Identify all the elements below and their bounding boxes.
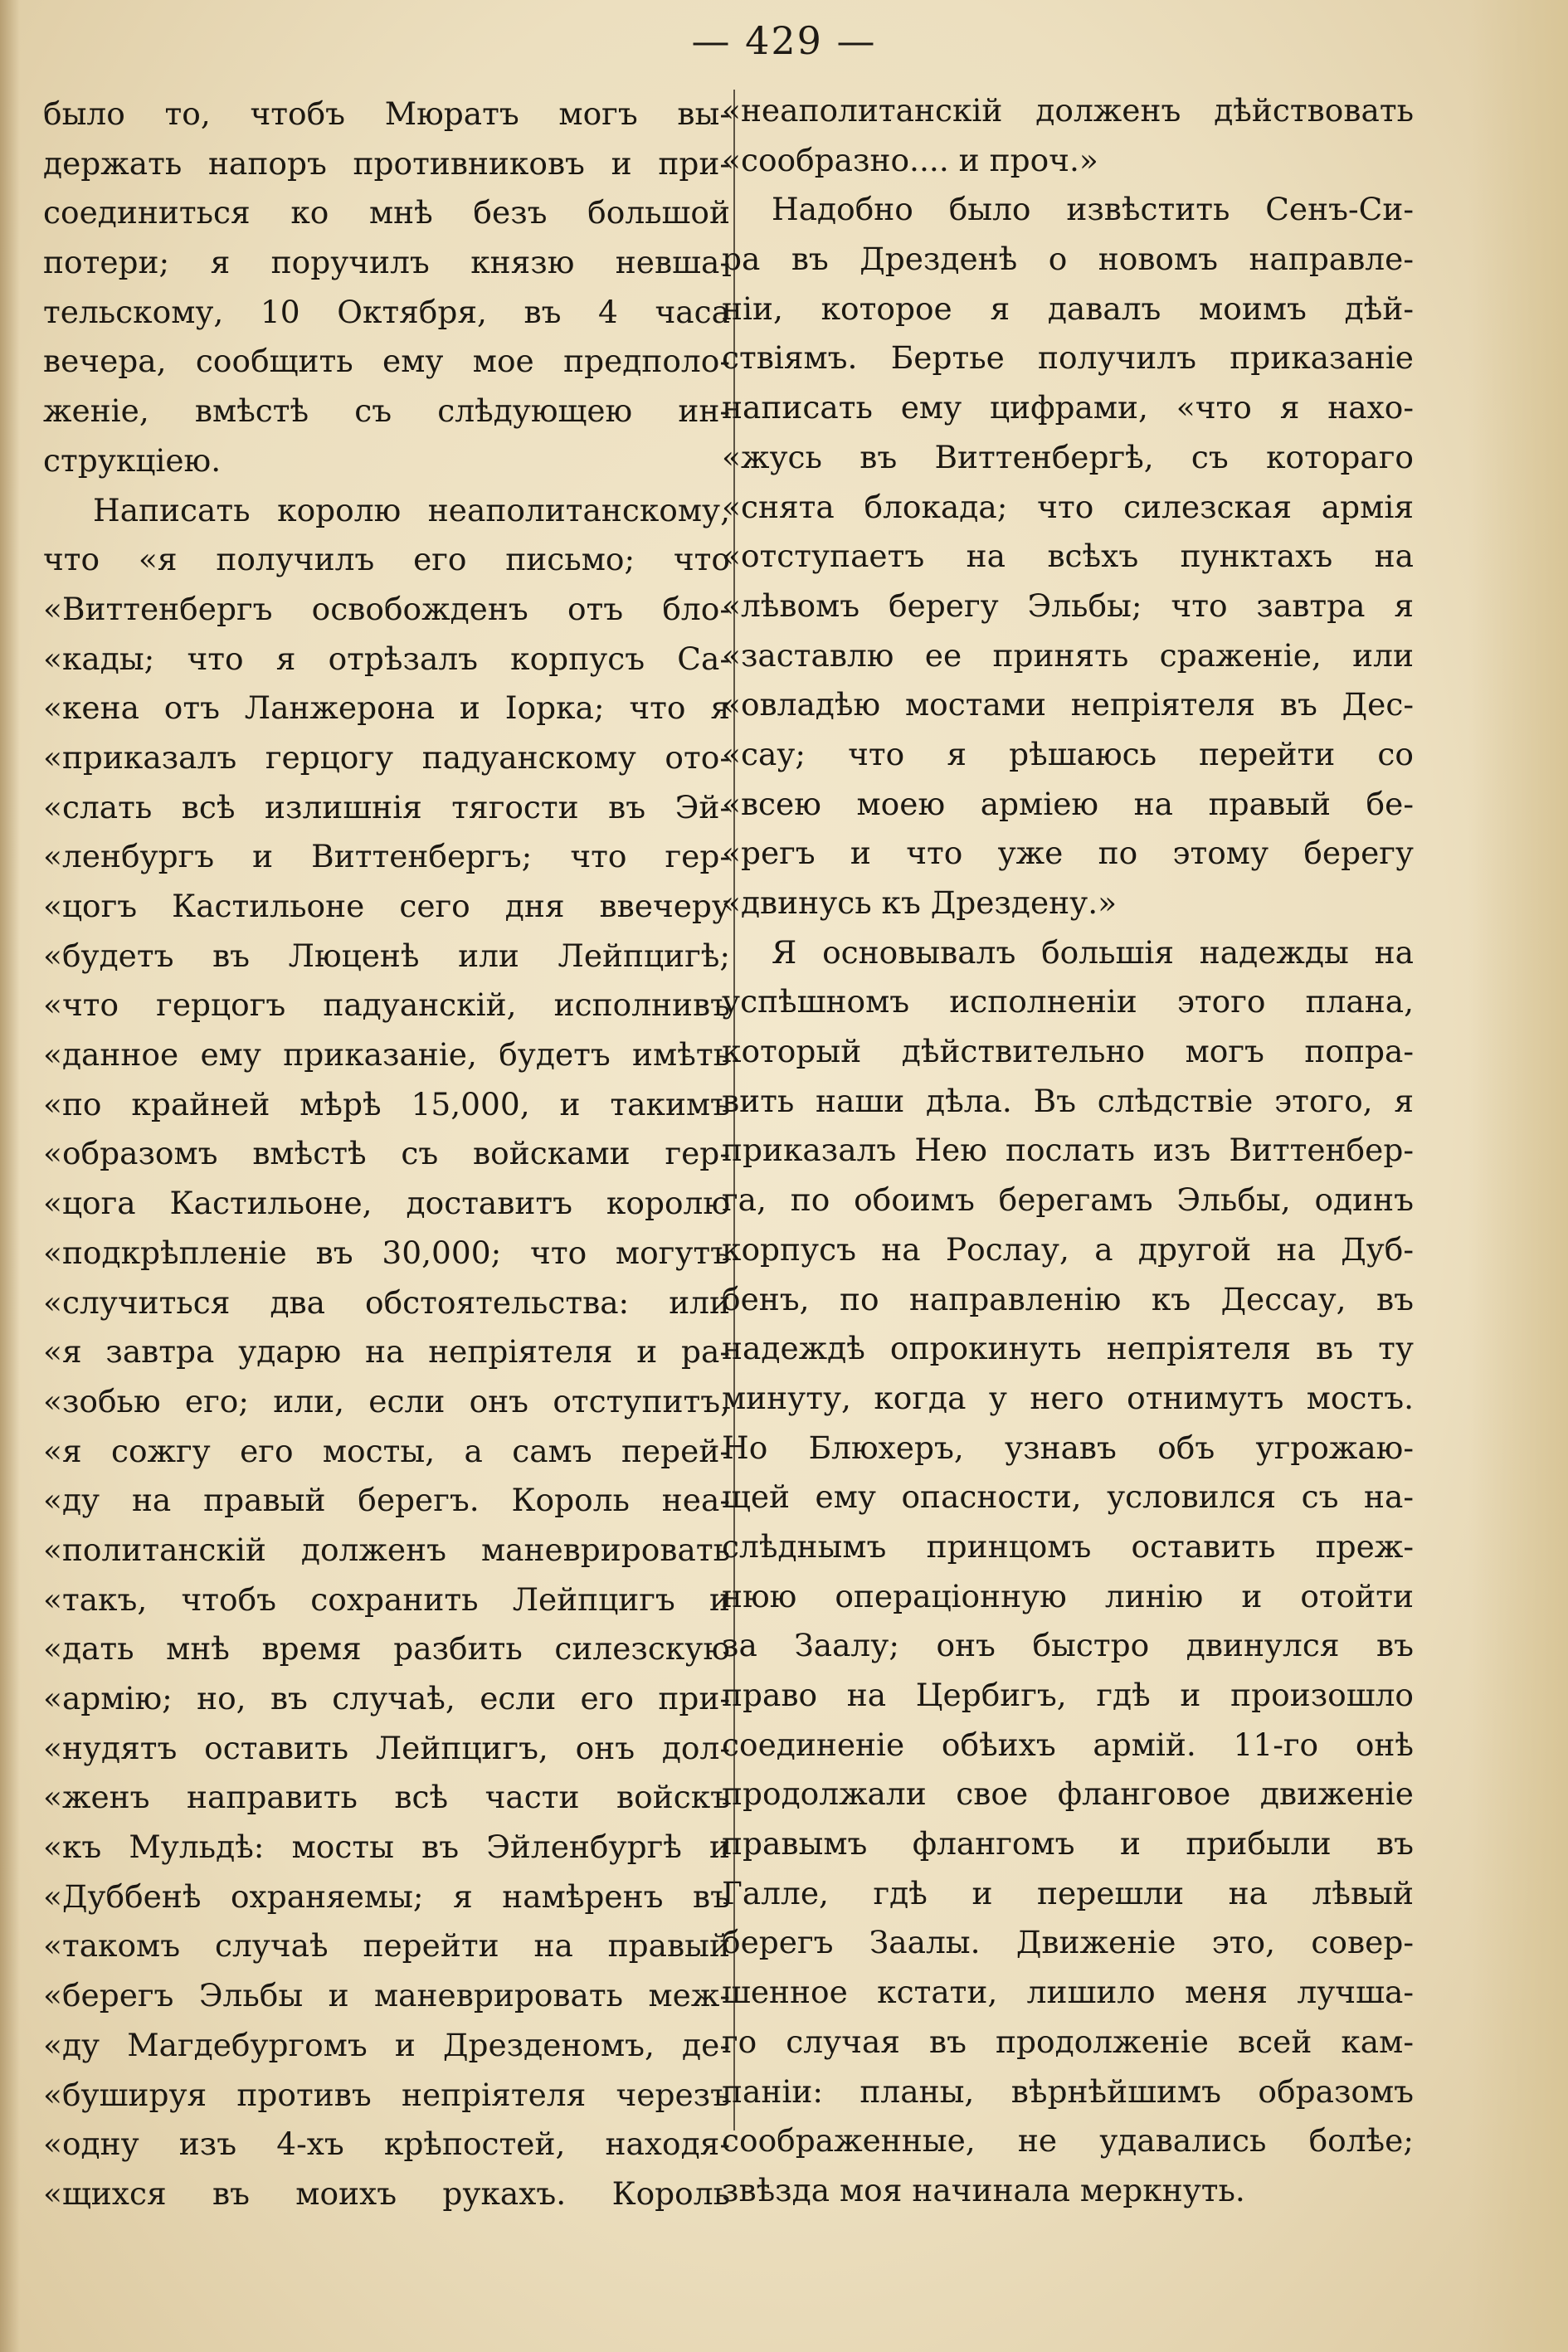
text-line: «подкрѣпленіе въ 30,000; что могутъ bbox=[43, 1234, 730, 1271]
text-line: Надобно было извѣстить Сенъ-Си- bbox=[772, 191, 1414, 228]
text-line: продолжали свое фланговое движеніе bbox=[722, 1775, 1414, 1813]
text-line: «что герцогъ падуанскій, исполнивъ bbox=[43, 986, 730, 1024]
text-line: шенное кстати, лишило меня лучша- bbox=[722, 1974, 1414, 2011]
text-line: «такъ, чтобъ сохранить Лейпцигъ и bbox=[43, 1580, 730, 1618]
text-line: Я основывалъ большія надежды на bbox=[772, 933, 1414, 971]
text-line: «лѣвомъ берегу Эльбы; что завтра я bbox=[722, 587, 1414, 624]
text-line: «заставлю ее принять сраженіе, или bbox=[722, 636, 1414, 674]
text-line: «бушируя противъ непріятеля черезъ bbox=[43, 2076, 730, 2113]
text-line: «берегъ Эльбы и маневрировать меж- bbox=[43, 1977, 730, 2014]
text-line: «ду на правый берегъ. Король неа- bbox=[43, 1482, 730, 1519]
text-line: «цогъ Кастильоне сего дня ввечеру bbox=[43, 888, 730, 924]
text-line: щей ему опасности, условился съ на- bbox=[722, 1478, 1414, 1516]
text-line: бенъ, по направленію къ Дессау, въ bbox=[722, 1280, 1414, 1317]
text-line: нюю операціонную линію и отойти bbox=[722, 1577, 1414, 1614]
text-line: «всею моею арміею на правый бе- bbox=[722, 785, 1414, 822]
text-line: «щихся въ моихъ рукахъ. Король bbox=[43, 2174, 730, 2212]
text-line: «армію; но, въ случаѣ, если его при- bbox=[43, 1680, 730, 1717]
text-line: «зобью его; или, если онъ отступитъ, bbox=[43, 1382, 730, 1419]
text-line: было то, чтобъ Мюратъ могъ вы- bbox=[43, 95, 730, 132]
text-line: минуту, когда у него отнимутъ мостъ. bbox=[722, 1379, 1414, 1416]
text-line: ра въ Дрезденѣ о новомъ направле- bbox=[722, 241, 1414, 278]
text-line: ніи, которое я давалъ моимъ дѣй- bbox=[722, 290, 1414, 327]
text-line: тельскому, 10 Октября, въ 4 часа bbox=[43, 293, 730, 330]
text-line: «снята блокада; что силезская армія bbox=[722, 488, 1414, 525]
text-line: «цога Кастильоне, доставитъ королю bbox=[43, 1185, 730, 1222]
text-line: слѣднымъ принцомъ оставить преж- bbox=[722, 1527, 1414, 1565]
text-line: «дать мнѣ время разбить силезскую bbox=[43, 1630, 730, 1668]
text-line: «отступаетъ на всѣхъ пунктахъ на bbox=[722, 538, 1414, 575]
text-line: потери; я поручилъ князю невша- bbox=[43, 244, 730, 281]
right-column bbox=[722, 86, 1414, 2216]
text-line: струкціею. bbox=[43, 441, 222, 479]
text-line: «Дуббенѣ охраняемы; я намѣренъ въ bbox=[43, 1877, 730, 1915]
text-line: соединиться ко мнѣ безъ большой bbox=[43, 194, 730, 231]
text-line: вечера, сообщить ему мое предполо- bbox=[43, 343, 730, 380]
text-line: что «я получилъ его письмо; что bbox=[43, 541, 730, 578]
text-line: «жусь въ Виттенбергѣ, съ котораго bbox=[722, 438, 1414, 475]
text-line: паніи: планы, вѣрнѣйшимъ образомъ bbox=[722, 2072, 1414, 2110]
text-line: «по крайней мѣрѣ 15,000, и такимъ bbox=[43, 1085, 730, 1122]
text-line: «двинусь къ Дрездену.» bbox=[722, 884, 1118, 921]
text-line: «сообразно.... и проч.» bbox=[722, 141, 1098, 178]
text-line: «одну изъ 4-хъ крѣпостей, находя- bbox=[43, 2126, 730, 2163]
text-line: Написать королю неаполитанскому, bbox=[93, 491, 730, 528]
text-line: «овладѣю мостами непріятеля въ Дес- bbox=[722, 686, 1414, 723]
text-line: держать напоръ противниковъ и при- bbox=[43, 144, 730, 182]
text-line: приказалъ Нею послать изъ Виттенбер- bbox=[722, 1132, 1414, 1169]
text-line: корпусъ на Рослау, а другой на Дуб- bbox=[722, 1230, 1414, 1268]
text-line: «кена отъ Ланжерона и Іорка; что я bbox=[43, 689, 730, 727]
left-column bbox=[43, 90, 730, 2219]
text-line: «приказалъ герцогу падуанскому ото- bbox=[43, 738, 730, 776]
text-line: соображенные, не удавались болѣе; bbox=[722, 2122, 1414, 2160]
text-line: за Заалу; онъ быстро двинулся въ bbox=[722, 1627, 1414, 1664]
text-line: «я завтра ударю на непріятеля и ра- bbox=[43, 1333, 730, 1371]
page-binding-edge bbox=[0, 0, 20, 2352]
text-line: «ду Магдебургомъ и Дрезденомъ, де- bbox=[43, 2026, 730, 2063]
page-outer-edge bbox=[1468, 0, 1568, 2352]
text-line: «данное ему приказаніе, будетъ имѣть bbox=[43, 1036, 730, 1074]
text-line: «слать всѣ излишнія тягости въ Эй- bbox=[43, 788, 730, 825]
text-line: «неаполитанскій долженъ дѣйствовать bbox=[722, 92, 1414, 129]
text-line: «случиться два обстоятельства: или bbox=[43, 1283, 730, 1321]
text-line: «сау; что я рѣшаюсь перейти со bbox=[722, 735, 1414, 772]
text-line: «ленбургъ и Виттенбергъ; что гер- bbox=[43, 838, 730, 875]
text-line: правымъ флангомъ и прибыли въ bbox=[722, 1825, 1414, 1863]
text-line: право на Цербигъ, гдѣ и произошло bbox=[722, 1677, 1414, 1713]
text-line: «будетъ въ Люценѣ или Лейпцигѣ; bbox=[43, 937, 730, 974]
text-line: женіе, вмѣстѣ съ слѣдующею ин- bbox=[43, 392, 730, 430]
text-line: ствіямъ. Бертье получилъ приказаніе bbox=[722, 339, 1414, 377]
text-line: надеждѣ опрокинуть непріятеля въ ту bbox=[722, 1330, 1414, 1367]
text-line: вить наши дѣла. Въ слѣдствіе этого, я bbox=[722, 1082, 1414, 1119]
text-line: «женъ направить всѣ части войскъ bbox=[43, 1779, 730, 1816]
text-line: берегъ Заалы. Движеніе это, совер- bbox=[722, 1924, 1414, 1961]
text-line: звѣзда моя начинала меркнуть. bbox=[722, 2171, 1245, 2208]
text-line: «образомъ вмѣстѣ съ войсками гер- bbox=[43, 1135, 730, 1172]
text-line: «кады; что я отрѣзалъ корпусъ Са- bbox=[43, 640, 730, 677]
text-line: Галле, гдѣ и перешли на лѣвый bbox=[722, 1874, 1414, 1911]
text-line: «я сожгу его мосты, а самъ перей- bbox=[43, 1432, 730, 1469]
text-line: га, по обоимъ берегамъ Эльбы, одинъ bbox=[722, 1181, 1414, 1219]
text-line: Но Блюхеръ, узнавъ объ угрожаю- bbox=[722, 1429, 1414, 1466]
text-line: соединеніе обѣихъ армій. 11-го онѣ bbox=[722, 1726, 1414, 1763]
text-line: «регъ и что уже по этому берегу bbox=[722, 835, 1414, 872]
text-line: «такомъ случаѣ перейти на правый bbox=[43, 1927, 730, 1965]
text-line: «политанскій долженъ маневрировать bbox=[43, 1531, 730, 1568]
text-line: написать ему цифрами, «что я нахо- bbox=[722, 389, 1414, 426]
text-line: «нудятъ оставить Лейпцигъ, онъ дол- bbox=[43, 1729, 730, 1766]
text-line: который дѣйствительно могъ попра- bbox=[722, 1033, 1414, 1070]
page-number: — 429 — bbox=[691, 18, 877, 63]
text-line: «къ Мульдѣ: мосты въ Эйленбургѣ и bbox=[43, 1829, 730, 1866]
text-line: го случая въ продолженіе всей кам- bbox=[722, 2023, 1414, 2060]
text-line: успѣшномъ исполненіи этого плана, bbox=[722, 983, 1414, 1020]
text-line: «Виттенбергъ освобожденъ отъ бло- bbox=[43, 590, 730, 627]
